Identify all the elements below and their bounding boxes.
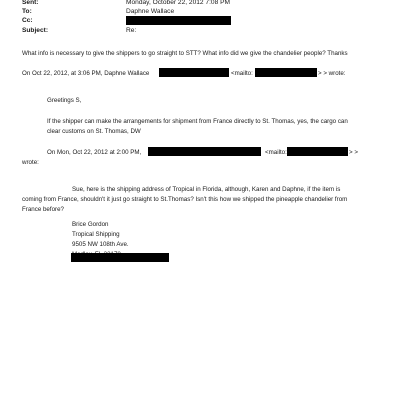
- cc-label: Cc:: [22, 17, 33, 24]
- cc-redaction: [126, 16, 231, 25]
- shipping-line-2: coming from France, shouldn't it just go straight to St.Thomas? Isn't this how we shipped the pineapple chandelier from: [22, 196, 348, 203]
- quote2-prefix: On Mon, Oct 22, 2012 at 2:00 PM,: [47, 149, 142, 156]
- question-text: What info is necessary to give the shippers to go straight to STT? What info did we give the chandelier people? Thanks: [22, 50, 348, 57]
- quote2-wrote: wrote:: [22, 159, 39, 166]
- quote2-email-redaction: [148, 147, 261, 156]
- signature-company: Tropical Shipping: [72, 231, 120, 238]
- greeting-text: Greetings S,: [47, 97, 82, 104]
- reply-line-2: clear customs on St. Thomas, DW: [47, 128, 141, 135]
- shipping-line-1: Sue, here is the shipping address of Tropical in Florida, although, Karen and Daphne, if the item is: [72, 186, 341, 193]
- shipping-line-3: France before?: [22, 206, 64, 213]
- quote2-suffix: > >: [349, 149, 358, 156]
- quote1-mailto: <mailto:: [231, 70, 253, 77]
- quote2-mailto-redaction: [287, 147, 348, 156]
- reply-line-1: If the shipper can make the arrangements for shipment from France directly to St. Thomas, yes, the cargo can: [47, 118, 348, 125]
- quote1-email-redaction: [159, 68, 229, 77]
- subject-value: Re:: [126, 27, 137, 34]
- subject-label: Subject:: [22, 27, 49, 34]
- signature-address: 9505 NW 108th Ave.: [72, 241, 129, 248]
- to-label: To:: [22, 8, 32, 15]
- quote2-mailto: <mailto:: [265, 149, 287, 156]
- quote1-suffix: > > wrote:: [318, 70, 346, 77]
- quote1-prefix: On Oct 22, 2012, at 3:06 PM, Daphne Wallace: [22, 70, 150, 77]
- signature-redaction: [71, 253, 169, 262]
- sent-value: Monday, October 22, 2012 7:08 PM: [126, 0, 230, 6]
- signature-name: Brice Gordon: [72, 221, 109, 228]
- to-value: Daphne Wallace: [126, 8, 175, 15]
- sent-label: Sent:: [22, 0, 39, 6]
- quote1-mailto-redaction: [255, 68, 317, 77]
